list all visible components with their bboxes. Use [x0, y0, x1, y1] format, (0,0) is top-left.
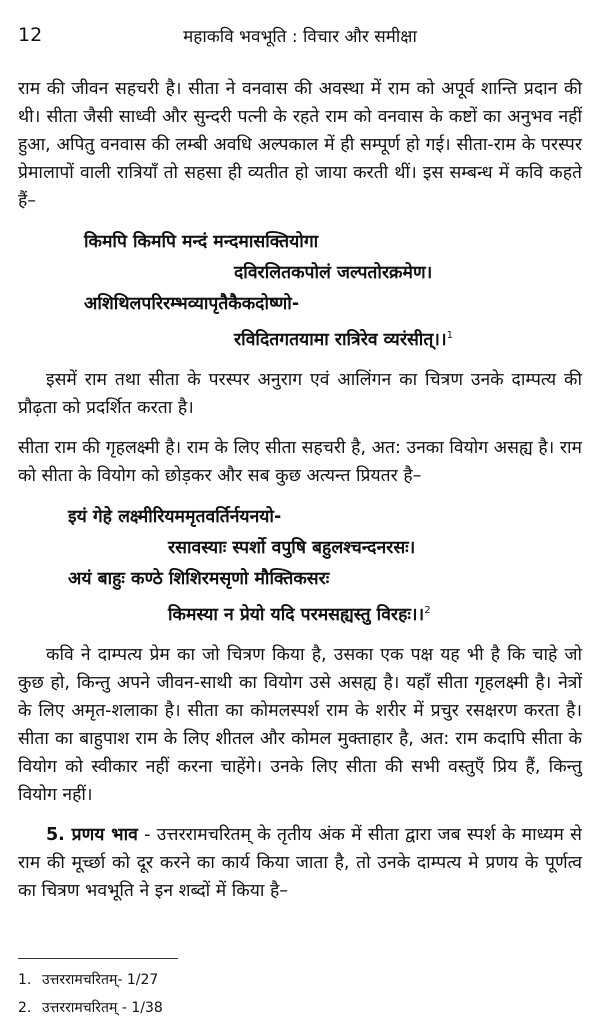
verse-1-line-3: अशिथिलपरिरम्भव्यापृतैकैकदोष्णो-: [84, 294, 300, 314]
verse-2-line-2: रसावस्याः स्पर्शो वपुषि बहुलश्चन्दनरसः।: [168, 537, 416, 558]
verse-1-line-1: किमपि किमपि मन्दं मन्दमासक्तियोगा: [84, 232, 319, 252]
footnote-2: [18, 994, 163, 1022]
verse-2: [18, 502, 582, 631]
verse-2-line-3: अयं बाहुः कण्ठे शिशिरमसृणो मौक्तिकसरः: [68, 568, 330, 589]
footnote-ref-1: 1: [446, 330, 453, 341]
page-header: [18, 24, 582, 50]
footnote-divider: [18, 958, 178, 959]
section-5-paragraph: [18, 821, 582, 905]
verse-2-line-4: [18, 595, 582, 631]
footnotes: [18, 966, 163, 1022]
footnote-1-text: उत्तररामचरितम्- 1/27: [42, 972, 159, 988]
page-number: 12: [18, 24, 43, 46]
footnote-ref-2: 2: [424, 604, 431, 616]
verse-2-line-1: इयं गेहे लक्ष्मीरियममृतवर्तिर्नयनयो-: [68, 506, 282, 527]
footnote-1: [18, 966, 163, 994]
page-body: [18, 75, 582, 917]
paragraph-2: इसमें राम तथा सीता के परस्पर अनुराग एवं आलिंगन का चित्रण उनके दाम्पत्य की प्रौढ़ता को प्रदर्शित करता है।: [18, 369, 582, 418]
verse-1: [18, 227, 582, 356]
verse-1-line-2: दविरलितकपोलं जल्पतोरक्रमेण।: [234, 263, 433, 283]
verse-1-line-4-text: रविदितगतयामा रात्रिरेव व्यरंसीत्।।: [234, 329, 447, 350]
running-title: महाकवि भवभूति : विचार और समीक्षा: [183, 27, 417, 47]
footnote-2-text: उत्तररामचरितम् - 1/38: [42, 1000, 163, 1016]
section-5-title: 5. प्रणय भाव: [46, 824, 138, 845]
section-5-text: - उत्तररामचरितम् के तृतीय अंक में सीता द्वारा जब स्पर्श के माध्यम से राम की मूर्च्छा को दूर करने का कार्य किया जाता है, तो उनके दाम्पत्य मे प्रणय के पूर्णत्व का चित्रण भवभूति ने इन शब्दों में किया है–: [18, 824, 582, 901]
paragraph-4: कवि ने दाम्पत्य प्रेम का जो चित्रण किया है, उसका एक पक्ष यह भी है कि चाहे जो कुछ हो, किन्तु अपने जीवन-साथी का वियोग उसे असह्य है। यहाँ सीता गृहलक्ष्मी है। नेत्रों के लिए अमृत-शलाका है। सीता का कोमलस्पर्श राम के शरीर में प्रचुर रसक्षरण करता है। सीता का बाहुपाश राम के लिए शीतल और कोमल मुक्ताहार है, अत: राम कदापि सीता के वियोग को स्वीकार नहीं करना चाहेंगे। उनके लिए सीता की सभी वस्तुएँ प्रिय हैं, किन्तु वियोग नहीं।: [18, 644, 582, 805]
footnote-1-number: 1.: [18, 972, 32, 988]
verse-1-line-4: [18, 320, 582, 356]
verse-2-line-4-text: किमस्या न प्रेयो यदि परमसह्यस्तु विरहः।।: [168, 604, 425, 625]
footnote-2-number: 2.: [18, 1000, 32, 1016]
paragraph-3: सीता राम की गृहलक्ष्मी है। राम के लिए सीता सहचरी है, अत: उनका वियोग असह्य है। राम को सीता के वियोग को छोड़कर और सब कुछ अत्यन्त प्रियतर है–: [18, 437, 582, 486]
paragraph-1: राम की जीवन सहचरी है। सीता ने वनवास की अवस्था में राम को अपूर्व शान्ति प्रदान की थी। सीता जैसी साध्वी और सुन्दरी पत्नी के रहते राम को वनवास के कष्टों का अनुभव नहीं हुआ, अपितु वनवास की लम्बी अवधि अल्पकाल में ही सम्पूर्ण हो गई। सीता-राम के परस्पर प्रेमालापों वाली रात्रियाँ तो सहसा ही व्यतीत हो जाया करती थीं। इस सम्बन्ध में कवि कहते हैं–: [18, 79, 582, 211]
